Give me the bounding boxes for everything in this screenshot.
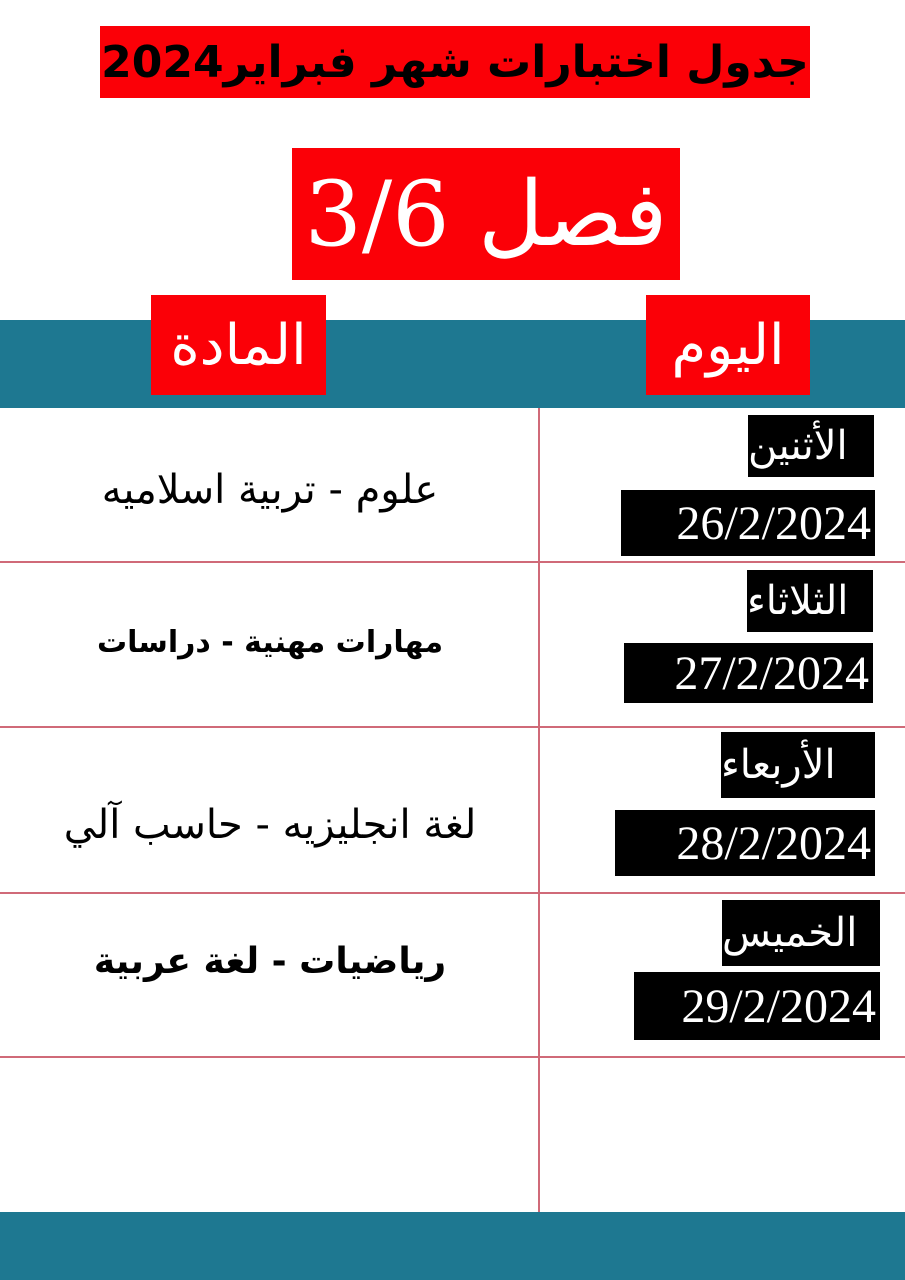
row-1-subjects: علوم - تربية اسلاميه bbox=[101, 467, 439, 513]
row-1-date: 26/2/2024 bbox=[621, 490, 875, 556]
row-divider bbox=[0, 726, 905, 728]
column-header-subject: المادة bbox=[151, 295, 326, 395]
row-4-day-name: الخميس bbox=[722, 900, 880, 966]
row-3-subjects: لغة انجليزيه - حاسب آلي bbox=[63, 802, 477, 848]
class-label: فصل 3/6 bbox=[292, 148, 680, 280]
row-divider bbox=[0, 892, 905, 894]
row-4-date: 29/2/2024 bbox=[634, 972, 880, 1040]
column-header-day: اليوم bbox=[646, 295, 810, 395]
schedule-title: جدول اختبارات شهر فبراير2024 bbox=[100, 26, 810, 98]
row-2-day-name: الثلاثاء bbox=[747, 570, 873, 632]
row-2-subjects: مهارات مهنية - دراسات bbox=[96, 624, 444, 660]
row-2-date: 27/2/2024 bbox=[624, 643, 873, 703]
row-3-day-name: الأربعاء bbox=[721, 732, 875, 798]
row-3-date: 28/2/2024 bbox=[615, 810, 875, 876]
table-footer-bar bbox=[0, 1212, 905, 1280]
row-divider bbox=[0, 561, 905, 563]
row-4-subjects: رياضيات - لغة عربية bbox=[93, 940, 447, 982]
column-divider bbox=[538, 408, 540, 1212]
row-1-day-name: الأثنين bbox=[748, 415, 874, 477]
row-divider bbox=[0, 1056, 905, 1058]
